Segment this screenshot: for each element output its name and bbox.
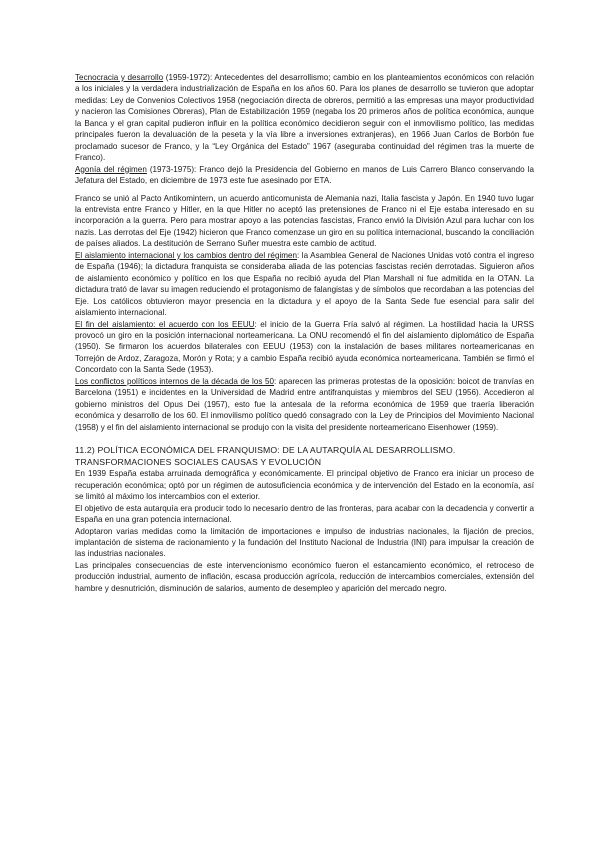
paragraph-antikomintern	[75, 193, 534, 250]
paragraph-agonia	[75, 164, 534, 187]
paragraph-text: : aparecen las primeras protestas de la oposición: boicot de tranvías en Barcelona (1951) e incidentes en la Universidad de Madrid entre antifranquistas y miembros del SEU (1956). Accedieron al gobierno ministros del Opus Dei (1957), esto fue la antesala de la reforma económica de 1959 que traería liberación económica y desarrollo de los 60. El inmovilismo político quedó consagrado con la Ley de Principios del Movimiento Nacional (1958) y el fin del aislamiento internacional se produjo con la visita del presidente norteamericano Eisenhower (1959).	[75, 376, 535, 432]
paragraph-lead: Los conflictos políticos internos de la década de los 50	[75, 376, 274, 386]
paragraph-text: (1959-1972): Antecedentes del desarrollismo; cambio en los planteamientos económicos con relación a los iniciales y la verdadera industrialización de España en los años 60. Para los planes de desarrollo se tuvieron que adoptar medidas: Ley de Convenios Colectivos 1958 (negociación directa de obreros, permitió a las empresas una mayor productividad y nacieron las Comisiones Obreras), Plan de Estabilización 1959 (negaba los 20 primeros años de política económica, aunque la Banca y el gran capital pudieron influir en la política económico decidieron seguir con el inmovilismo político, las medidas principales fueron la devaluación de la peseta y la vía libre a inversiones extranjeras), en 1966 Juan Carlos de Borbón fue proclamado sucesor de Franco, y la “Ley Orgánica del Estado” 1967 (aseguraba continuidad del régimen tras la muerte de Franco).	[75, 73, 534, 163]
paragraph-aislamiento	[75, 250, 534, 319]
paragraph-lead: Tecnocracia y desarrollo	[75, 73, 164, 82]
paragraph-text: : el inicio de la Guerra Fría salvó al régimen. La hostilidad hacia la URSS provocó un giro en la posición internacional norteamericana. La ONU recomendó el fin del aislamiento diplomático de España (1950). Se firmaron los acuerdos bilaterales con EEUU (1953) con la instalación de bases militares norteamericanas en Torrejón de Ardoz, Zaragoza, Morón y Rota; y a cambio España recibió ayuda económica norteamericana. También se firmó el Concordato con la Santa Sede (1953).	[75, 319, 535, 375]
paragraph-fin-aislamiento	[75, 319, 534, 376]
paragraph-lead: El fin del aislamiento: el acuerdo con los EEUU	[75, 319, 255, 329]
section-paragraph: Adoptaron varias medidas como la limitación de importaciones e impulso de industrias nacionales, la fijación de precios, implantación de sistema de racionamiento y la fundación del Instituto Nacional de Industria (INI) para impulsar la creación de las industrias nacionales.	[75, 526, 534, 559]
paragraph-lead: El aislamiento internacional y los cambios dentro del régimen	[75, 250, 298, 260]
paragraph-text: : la Asamblea General de Naciones Unidas votó contra el ingreso de España (1946); la dictadura franquista se consideraba aliada de las potencias fascistas recién derrotadas. Siguieron años de aislamiento económico y político en los que España no recibió ayuda del Plan Marshall ni fue admitida en la OTAN. La dictadura trató de lavar su imagen reduciendo el protagonismo de falangistas y de símbolos que recordaban a las potencias del Eje. Los católicos obtuvieron mayor presencia en la dictadura y el apoyo de la Santa Sede fue esencial para salir del aislamiento internacional.	[75, 250, 534, 318]
section-paragraph: El objetivo de esta autarquía era producir todo lo necesario dentro de las fronteras, para acabar con la decadencia y convertir a España en una gran potencia internacional.	[75, 503, 534, 525]
paragraph-conflictos	[75, 376, 534, 433]
paragraph-text: (1973-1975): Franco dejó la Presidencia del Gobierno en manos de Luis Carrero Blanco conservando la Jefatura del Estado, en diciembre de 1973 este fue asesinado por ETA.	[75, 164, 535, 186]
paragraph-tecnocracia	[75, 72, 534, 164]
section-paragraph: Las principales consecuencias de este intervencionismo económico fueron el estancamiento económico, el retroceso de producción industrial, aumento de inflación, escasa producción agrícola, reducción de intercambios comerciales, extensión del hambre y desnutrición, disminución de salarios, aumento de desempleo y aparición del mercado negro.	[75, 560, 534, 593]
section-heading: 11.2) POLÍTICA ECONÓMICA DEL FRANQUISMO: DE LA AUTARQUÍA AL DESARROLLISMO. TRANSFORMACIONES SOCIALES CAUSAS Y EVOLUCIÓN	[75, 445, 456, 467]
section-paragraph: En 1939 España estaba arruinada demográfica y económicamente. El principal objetivo de Franco era iniciar un proceso de recuperación económica; optó por un régimen de autosuficiencia económica y de intervención del Estado en la economía, así se limitó al máximo los intercambios con el exterior.	[75, 469, 534, 502]
paragraph-lead: Agonía del régimen	[75, 164, 147, 174]
paragraph-text: Franco se unió al Pacto Antikomintern, un acuerdo anticomunista de Alemania nazi, Italia fascista y Japón. En 1940 tuvo lugar la entrevista entre Franco y Hitler, en la que Hitler no aceptó las pretensiones de Franco ni el Eje estaba interesado en su incorporación a la guerra. Pero para mostrar apoyo a las potencias fascistas, Franco envió la División Azul para luchar con los nazis. Las derrotas del Eje (1942) hicieron que Franco comenzase un giro en su política internacional, buscando la conciliación de países aliados. La destitución de Serrano Suñer muestra este cambio de actitud.	[75, 193, 534, 249]
